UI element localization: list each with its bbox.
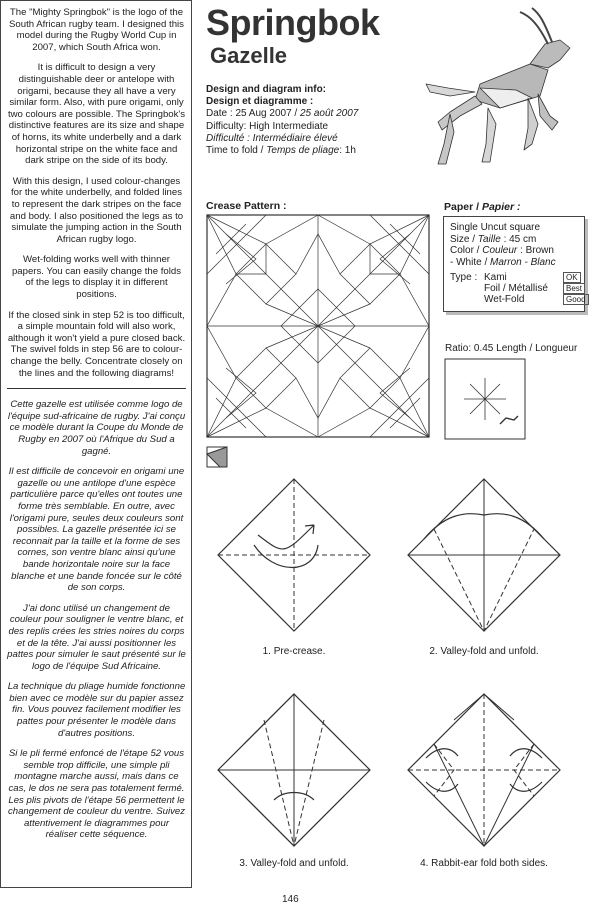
step-caption: 4. Rabbit-ear fold both sides. xyxy=(420,858,548,869)
page-subtitle: Gazelle xyxy=(210,43,288,68)
english-paragraph: Wet-folding works well with thinner papers. You can easily change the folds of the legs to display it in different positions. xyxy=(11,254,182,301)
step-caption: 3. Valley-fold and unfold. xyxy=(239,858,349,869)
step-3-diagram xyxy=(214,690,374,850)
crease-pattern-label: Crease Pattern : xyxy=(206,200,287,212)
french-paragraph: Il est difficile de concevoir en origami une gazelle ou une antilope d'une espèce particulière parce qu'elles ont toutes une forme très semblable. En outre, avec l'origami pure, seules deux couleurs sont possibles. La gazelle présentée ici se reconnait par la taille et la forme de ses cornes, son ventre blanc ainsi qu'une bande horizontale noire sur la face blanche et une bande foncée sur le côté de son corps. xyxy=(8,466,185,594)
type-rating: Good xyxy=(563,294,589,305)
paper-info-box xyxy=(443,216,585,312)
english-paragraph: With this design, I used colour-changes for the white underbelly, and folded lines to represent the dark stripes on the face and body. I also positioned the legs as to simulate the jumping action in the South African rugby logo. xyxy=(9,175,184,245)
info-time: Time to fold / Temps de pliage: 1h xyxy=(206,145,356,157)
french-paragraph: Cette gazelle est utilisée comme logo de l'équipe sud-africaine de rugby. J'ai conçu ce modèle durant la Coupe du Monde de Rugby en 2007 où l'Afrique du Sud a gagné. xyxy=(7,399,186,457)
step-4-diagram xyxy=(404,690,564,850)
type-name: Kami xyxy=(484,272,507,283)
design-info xyxy=(206,84,426,157)
english-paragraph: If the closed sink in step 52 is too difficult, a simple mountain fold will also work, although it won't yield a pure closed back. The swivel folds in step 56 are to colour-change the belly. Concentrate closely on the lines and the following diagrams! xyxy=(7,309,186,379)
info-heading-fr: Design et diagramme : xyxy=(206,96,314,108)
type-name: Wet-Fold xyxy=(484,294,525,305)
paper-label: Paper / Papier : xyxy=(444,201,521,213)
info-difficulty-fr: Difficulté : Intermédiaire élevé xyxy=(206,132,338,144)
info-date: Date : 25 Aug 2007 / 25 août 2007 xyxy=(206,108,359,120)
french-paragraph: J'ai donc utilisé un changement de couleur pour souligner le ventre blanc, et des replis crées les stries noires du corps et de la tête. J'ai aussi positionner les pattes pour simuler le saut présenté sur le logo de l'équipe Sud Africaine. xyxy=(7,602,186,672)
step-1-diagram xyxy=(214,475,374,635)
paper-size: Size / Taille : 45 cm xyxy=(450,233,537,245)
language-divider xyxy=(7,388,186,389)
step-caption: 2. Valley-fold and unfold. xyxy=(429,646,539,657)
step-2-diagram xyxy=(404,475,564,635)
type-name: Foil / Métallisé xyxy=(484,283,548,294)
type-label: Type : xyxy=(450,272,478,283)
ratio-text: Ratio: 0.45 Length / Longueur xyxy=(445,343,578,354)
paper-line: Single Uncut square xyxy=(450,222,541,233)
english-paragraph: The "Mighty Springbok" is the logo of the South African rugby team. I designed this model during the Rugby World Cup in 2007, which South Africa won. xyxy=(9,7,184,53)
info-difficulty: Difficulty: High Intermediate xyxy=(206,120,329,132)
ratio-diagram xyxy=(444,358,526,440)
crease-pattern-diagram xyxy=(206,214,430,438)
paper-color-icon xyxy=(206,446,228,468)
type-rating: OK xyxy=(563,272,581,283)
english-paragraph: It is difficult to design a very distinguishable deer or antelope with origami, because they all have a very similar form. Also, with pure origami, only two colours are possible. The Springbok's distinctive features are its size and shape of horns, its white underbelly and a dark horizontal stripe on the white face and dark stripe on the side of its body. xyxy=(7,62,186,167)
type-rating: Best xyxy=(563,283,585,294)
page-number: 146 xyxy=(282,894,299,905)
springbok-model-illustration xyxy=(420,4,595,174)
paper-color-line2: - White / Marron - Blanc xyxy=(450,256,556,268)
french-paragraph: Si le pli fermé enfoncé de l'étape 52 vous semble trop difficile, une simple pli montagne marche aussi, mais dans ce cas, le dos ne sera pas totalement fermé. Les plis pivots de l'étape 56 permettent le changement de couleur du ventre. Suivez attentivement le diagrammes pour réaliser cette séquence. xyxy=(7,748,186,841)
french-paragraph: La technique du pliage humide fonctionne bien avec ce modèle sur du papier assez fin. Vous pouvez facilement modifier les pattes pour présenter le modèle dans d'autres positions. xyxy=(7,681,186,739)
description-column xyxy=(0,0,192,888)
page-title: Springbok xyxy=(206,2,380,43)
info-heading-en: Design and diagram info: xyxy=(206,84,327,95)
paper-types xyxy=(450,272,584,308)
paper-color: Color / Couleur : Brown xyxy=(450,245,554,256)
step-caption: 1. Pre-crease. xyxy=(262,646,326,657)
